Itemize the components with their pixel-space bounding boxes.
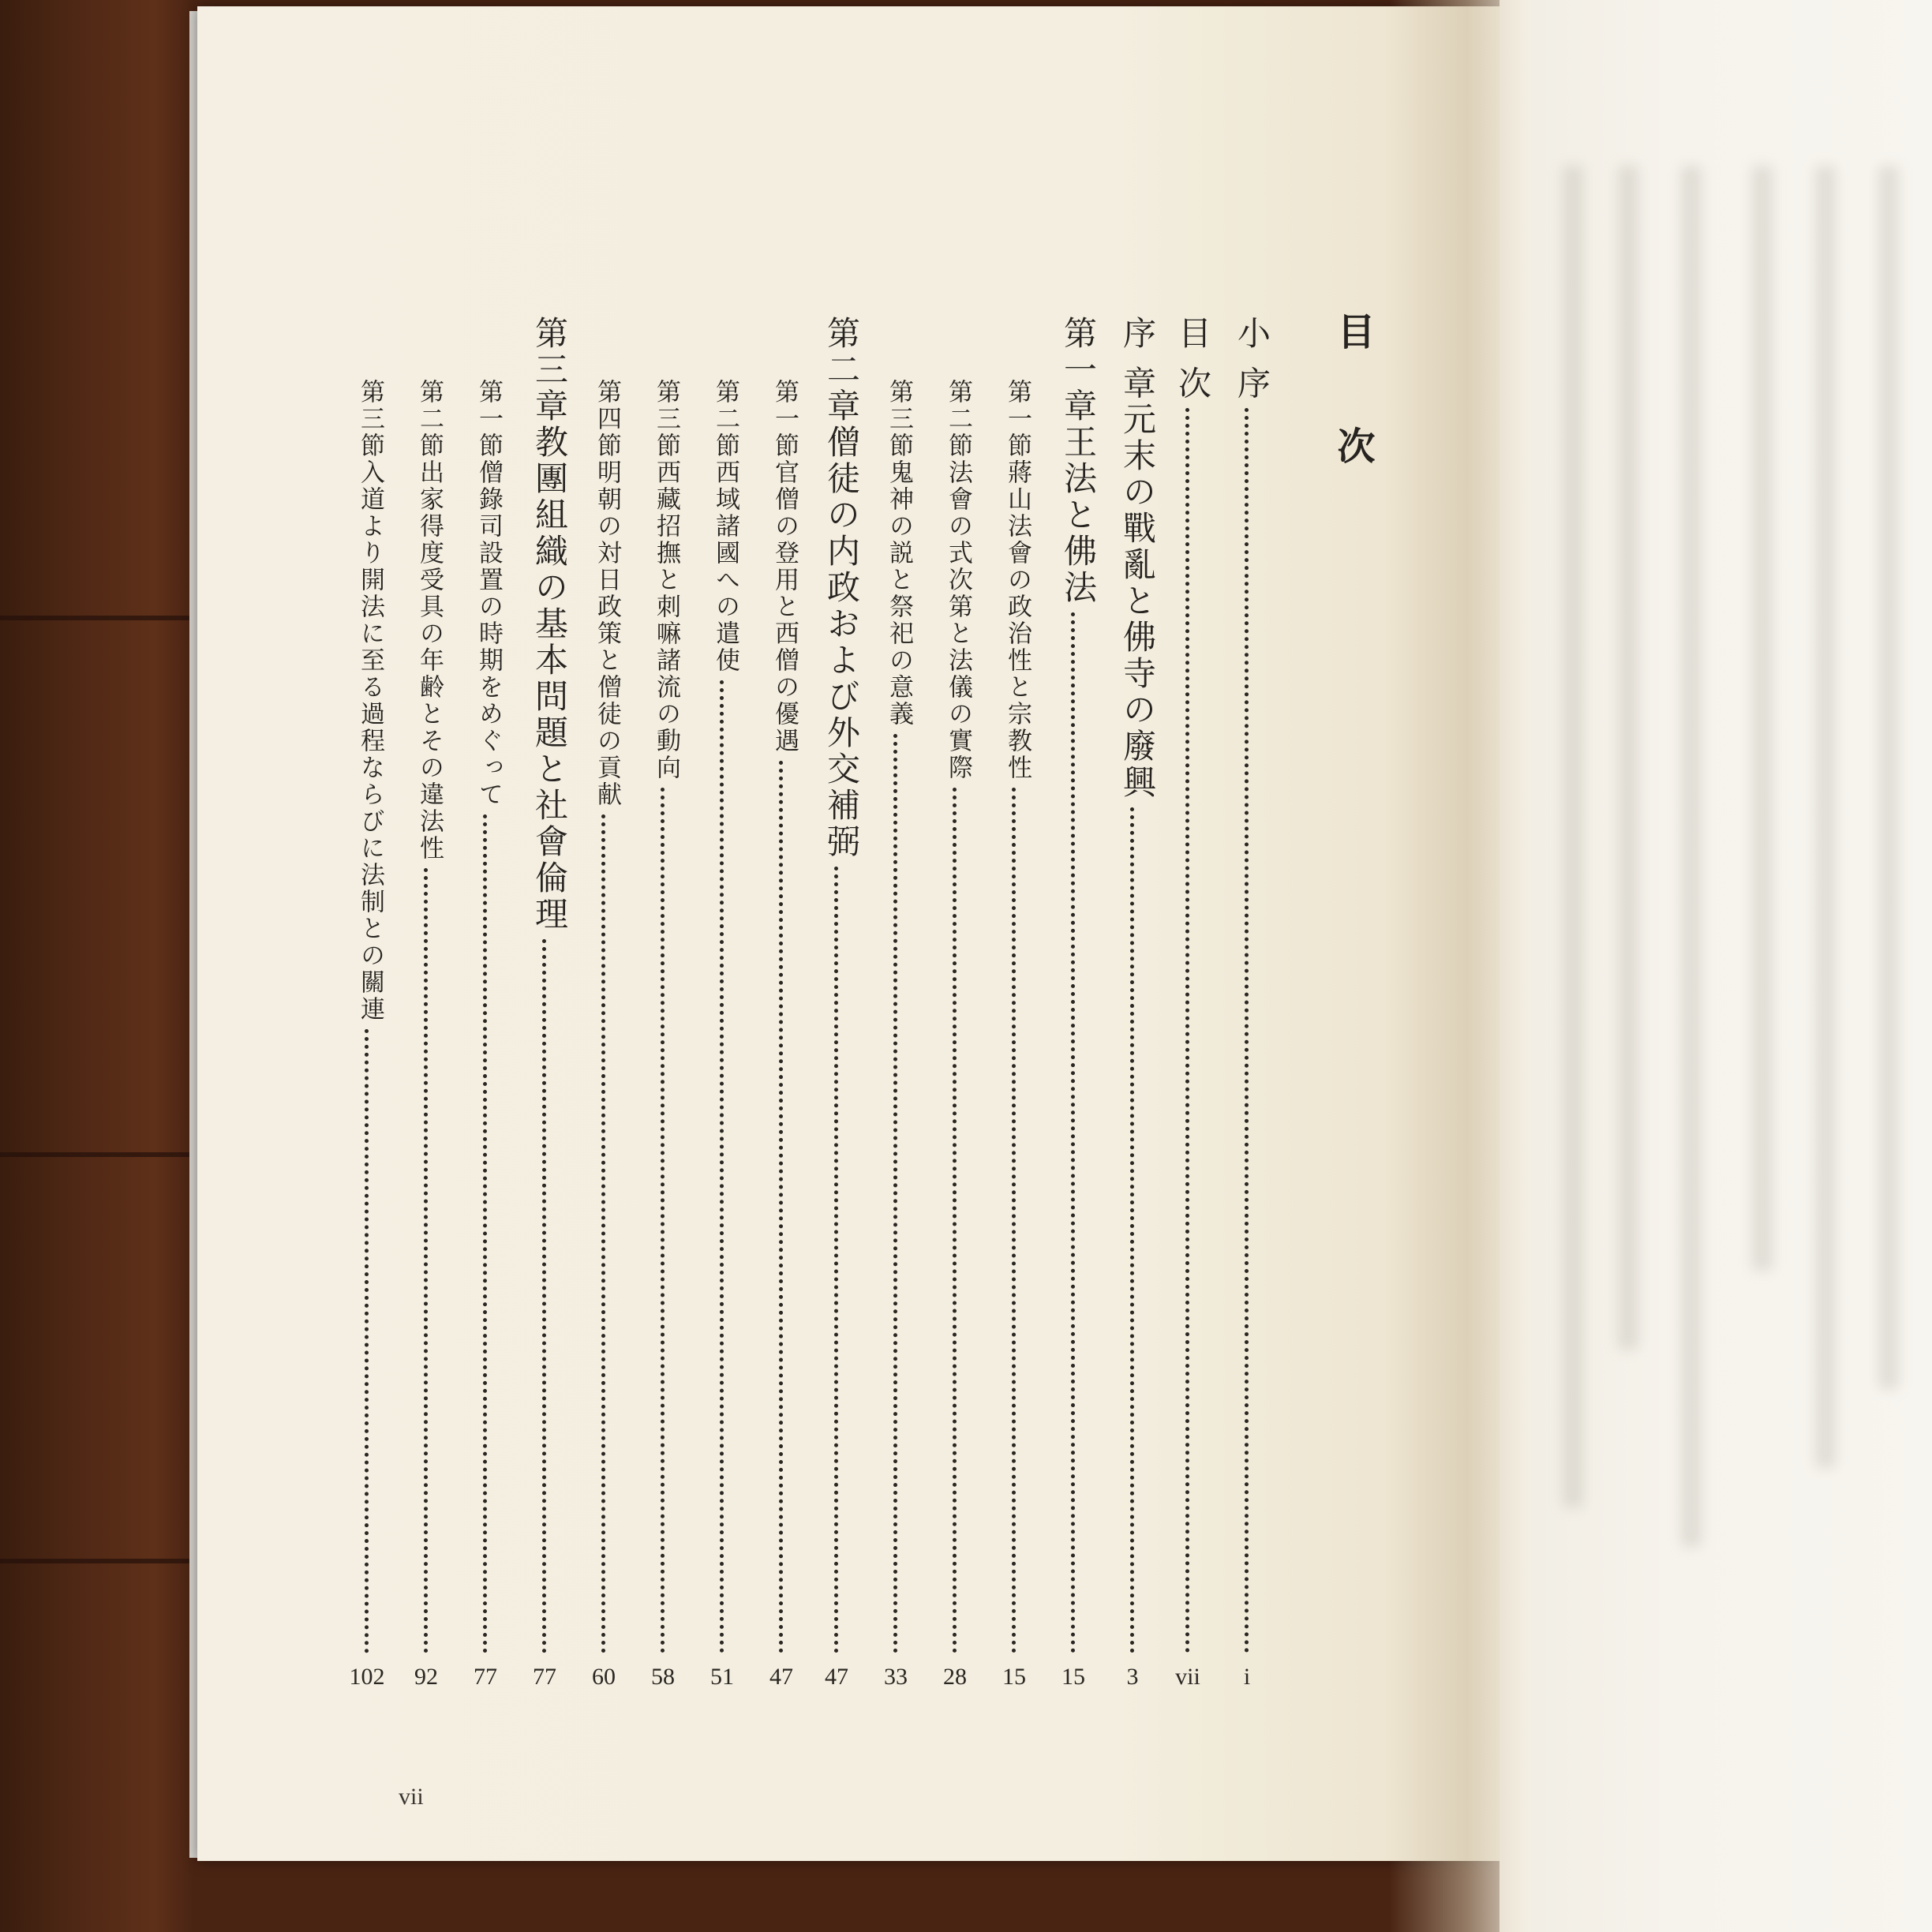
toc-entry (882, 379, 917, 728)
toc-entry (526, 316, 573, 933)
dot-leader (834, 867, 838, 1653)
toc-entry (1054, 316, 1102, 606)
toc-page-number: 33 (884, 1664, 908, 1690)
show-through-text (1681, 166, 1702, 1547)
toc-page-number: 3 (1126, 1664, 1139, 1690)
toc-entry (590, 379, 625, 808)
toc-page-number: 58 (651, 1664, 675, 1690)
toc-entry (708, 379, 743, 674)
dot-leader (365, 1029, 369, 1653)
dot-leader (542, 939, 546, 1653)
dot-leader (1012, 788, 1016, 1653)
toc-entry (471, 379, 507, 808)
show-through-text (1878, 166, 1899, 1389)
toc-entry-label: 第三章 (530, 316, 569, 425)
toc-page-number: 47 (825, 1664, 848, 1690)
toc-entry-label: 第一節 (1003, 379, 1032, 459)
toc-entry-label: 第三節 (885, 379, 913, 459)
toc-entry-title: 入道より開法に至る過程ならびに法制との關連 (356, 459, 384, 1023)
dot-leader (1245, 408, 1249, 1653)
toc-entry-label: 目 次 (1174, 316, 1212, 402)
toc-entry-label: 第三節 (356, 379, 384, 459)
dot-leader (661, 788, 665, 1653)
toc-entry-title: 西域諸國への遣使 (711, 459, 739, 674)
toc-entry (1114, 316, 1161, 801)
dot-leader (779, 761, 783, 1653)
toc-entry-label: 第二節 (415, 379, 444, 459)
toc-entry (818, 316, 865, 860)
toc-entry-title: 王法と佛法 (1059, 425, 1098, 606)
dot-leader (1130, 807, 1134, 1653)
right-page (1500, 0, 1932, 1932)
toc-entry-label: 第三節 (652, 379, 680, 459)
dot-leader (601, 814, 605, 1653)
toc-page-number: 28 (943, 1664, 967, 1690)
dot-leader (424, 868, 428, 1653)
toc-entry (1228, 316, 1275, 402)
toc-entry-title: 僧錄司設置の時期をめぐって (474, 459, 503, 808)
toc-entry-label: 第二節 (711, 379, 739, 459)
toc-entry-title: 西藏招撫と刺嘛諸流の動向 (652, 459, 680, 781)
dot-leader (953, 788, 957, 1653)
toc-entry-title: 教團組織の基本問題と社會倫理 (530, 425, 569, 933)
toc-entry (412, 379, 447, 862)
toc-entry (767, 379, 803, 754)
show-through-text (1618, 166, 1638, 1350)
show-through-text (1563, 166, 1583, 1507)
dot-leader (483, 814, 487, 1653)
toc-entry (1000, 379, 1035, 781)
toc-entry-label: 第一章 (1059, 316, 1098, 425)
toc-page-number: 47 (769, 1664, 793, 1690)
toc-page-number: 15 (1061, 1664, 1085, 1690)
toc-heading: 目 次 (1331, 312, 1375, 496)
toc-entry-label: 第二節 (944, 379, 972, 459)
toc-entry-title: 出家得度受具の年齢とその違法性 (415, 459, 444, 862)
toc-entry-title: 官僧の登用と西僧の優遇 (770, 459, 799, 754)
toc-entry-title: 明朝の対日政策と僧徒の貢献 (593, 459, 621, 808)
toc-entry-title: 元末の戰亂と佛寺の廢興 (1118, 402, 1157, 802)
show-through-text (1815, 166, 1836, 1468)
toc-page-number: vii (1175, 1664, 1200, 1690)
toc-entry-label: 第一節 (474, 379, 503, 459)
toc-entry-title: 鬼神の説と祭祀の意義 (885, 459, 913, 728)
dot-leader (893, 734, 897, 1653)
toc-page-number: 15 (1002, 1664, 1026, 1690)
toc-entry-label: 第二章 (822, 316, 861, 425)
toc-entry (649, 379, 684, 781)
toc-entry (941, 379, 976, 781)
toc-page-number: 92 (414, 1664, 438, 1690)
toc-entry (353, 379, 388, 1023)
toc-page-number: i (1243, 1664, 1251, 1690)
wood-seam (0, 616, 205, 620)
left-page (197, 6, 1507, 1861)
wood-seam (0, 1152, 205, 1157)
dot-leader (720, 680, 724, 1653)
book-gutter (1389, 0, 1531, 1932)
toc-page-number: 51 (710, 1664, 734, 1690)
toc-entry-title: 蔣山法會の政治性と宗教性 (1003, 459, 1032, 781)
toc-entry-label: 小 序 (1233, 316, 1271, 402)
wood-seam (0, 1559, 205, 1563)
toc-page-number: 60 (592, 1664, 616, 1690)
show-through-text (1752, 166, 1773, 1271)
dot-leader (1071, 612, 1075, 1653)
dot-leader (1185, 408, 1189, 1653)
toc-entry-label: 第四節 (593, 379, 621, 459)
toc-entry-label: 第一節 (770, 379, 799, 459)
toc-page-number: 77 (474, 1664, 497, 1690)
toc-entry-title: 僧徒の内政および外交補弼 (822, 425, 861, 860)
toc-entry (1169, 316, 1216, 402)
toc-page-number: 102 (349, 1664, 385, 1690)
toc-page-number: 77 (533, 1664, 556, 1690)
toc-entry-label: 序 章 (1118, 316, 1157, 402)
page-folio: vii (399, 1784, 424, 1810)
toc-entry-title: 法會の式次第と法儀の實際 (944, 459, 972, 781)
